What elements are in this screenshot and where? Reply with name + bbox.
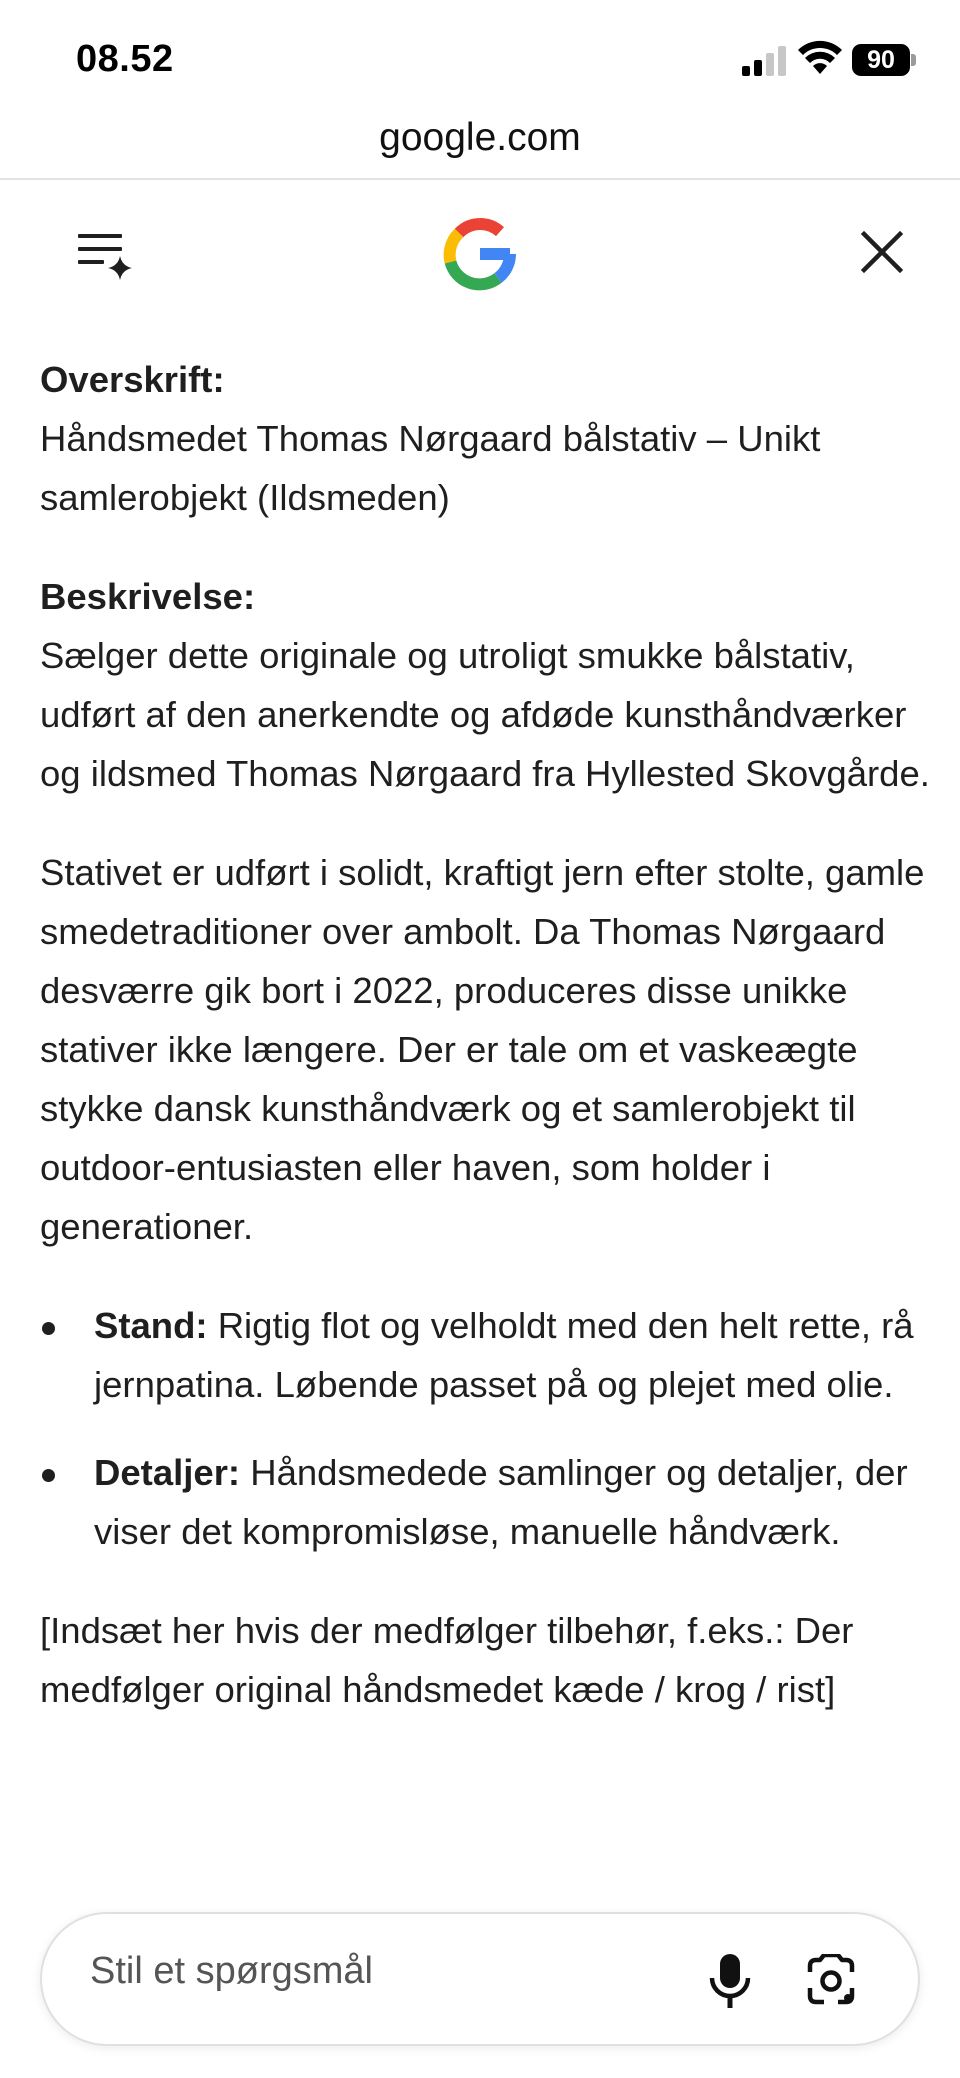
scroll-fade bbox=[0, 1800, 960, 1920]
google-g-logo bbox=[438, 212, 522, 296]
battery-level: 90 bbox=[852, 44, 910, 76]
microphone-icon[interactable] bbox=[708, 1952, 752, 2010]
paragraph: Stativet er udført i solidt, kraftigt jern efter stolte, gamle smedetraditioner over ambolt. Da Thomas Nørgaard desværre gik bort i 2022, produceres disse unikke stativer ikke længere. Der er tale om et vaskeægte stykke dansk kunsthåndværk og et samlerobjekt til outdoor-entusiasten eller haven, som holder i generationer. bbox=[40, 852, 925, 1247]
heading-section bbox=[40, 350, 930, 527]
list-item bbox=[40, 1443, 930, 1561]
battery-indicator bbox=[852, 44, 916, 76]
description-label: Beskrivelse: bbox=[40, 576, 256, 617]
list-item bbox=[40, 1296, 930, 1414]
ask-placeholder: Stil et spørgsmål bbox=[90, 1950, 373, 1992]
heading-label: Overskrift: bbox=[40, 359, 225, 400]
bullet-text: Håndsmedede samlinger og detaljer, der viser det kompromisløse, manuelle håndværk. bbox=[94, 1452, 908, 1552]
status-bar bbox=[0, 0, 960, 118]
ask-input[interactable] bbox=[40, 1912, 920, 2046]
close-icon[interactable] bbox=[858, 228, 906, 276]
wifi-icon bbox=[798, 40, 842, 76]
bullet-label: Stand: bbox=[94, 1305, 208, 1346]
sheet-header bbox=[0, 200, 960, 310]
bullet-label: Detaljer: bbox=[94, 1452, 241, 1493]
bullet-text: Rigtig flot og velholdt med den helt rette, rå jernpatina. Løbende passet på og plejet med olie. bbox=[94, 1305, 914, 1405]
paragraph: [Indsæt her hvis der medfølger tilbehør, f.eks.: Der medfølger original håndsmedet kæde / krog / rist] bbox=[40, 1610, 854, 1710]
bullet-list bbox=[40, 1296, 930, 1561]
heading-text: Håndsmedet Thomas Nørgaard bålstativ – Unikt samlerobjekt (Ildsmeden) bbox=[40, 418, 821, 518]
description-text: Sælger dette originale og utroligt smukke bålstativ, udført af den anerkendte og afdøde kunsthåndværker og ildsmed Thomas Nørgaard fra Hyllested Skovgårde. bbox=[40, 635, 930, 794]
divider bbox=[0, 178, 960, 180]
cellular-signal-icon bbox=[742, 44, 788, 76]
history-sparkle-icon[interactable] bbox=[76, 228, 134, 282]
description-section bbox=[40, 567, 930, 803]
url-bar[interactable]: google.com bbox=[379, 116, 581, 159]
answer-content bbox=[40, 350, 930, 1880]
status-time: 08.52 bbox=[76, 38, 174, 80]
google-lens-icon[interactable] bbox=[806, 1954, 856, 2006]
